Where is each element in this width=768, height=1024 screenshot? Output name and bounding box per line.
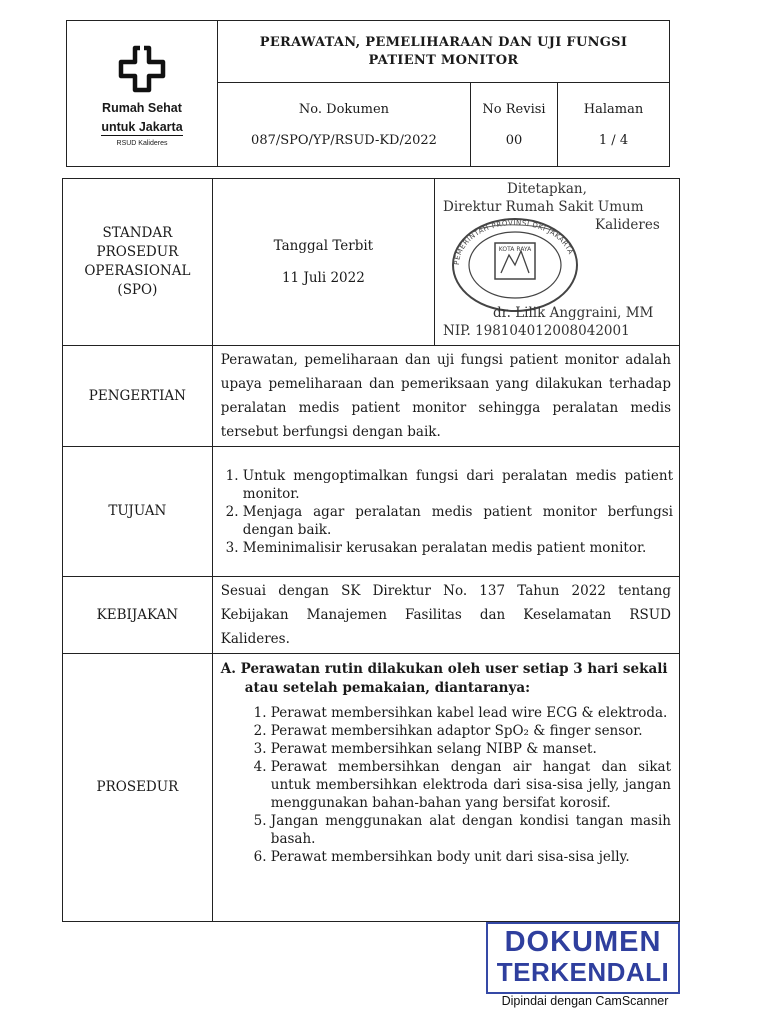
prosedur-cell [212,654,679,922]
doc-no-value: 087/SPO/YP/RSUD-KD/2022 [251,132,437,148]
stamp-line1: DOKUMEN [504,926,662,958]
issued-date-cell [212,179,434,346]
list-item: 1. Untuk mengoptimalkan fungsi dari peralatan medis patient monitor. [243,467,673,503]
tujuan-label: TUJUAN [63,447,213,577]
list-item: 3. Perawat membersihkan selang NIBP & manset. [271,740,671,758]
list-item: 3. Meminimalisir kerusakan peralatan medis patient monitor. [243,539,673,557]
spo-label-line: OPERASIONAL [84,263,191,279]
prosedur-label: PROSEDUR [63,654,213,922]
page-label: Halaman [583,101,644,117]
doc-number-cell [218,83,471,167]
spo-table [62,178,680,922]
revision-cell [471,83,558,167]
kebijakan-text: Sesuai dengan SK Direktur No. 137 Tahun 2022 tentang Kebijakan Manajemen Fasilitas dan Keselamatan RSUD Kalideres. [212,577,679,654]
spo-label-line: (SPO) [117,282,158,298]
list-item: 4. Perawat membersihkan dengan air hangat dan sikat untuk membersihkan elektroda dari sisa-sisa jelly, jangan menggunakan bahan-bahan yang bersifat korosif. [271,758,671,812]
org-name-line2: untuk Jakarta [101,119,183,134]
approval-line2: Direktur Rumah Sakit Umum [443,199,644,215]
controlled-document-stamp [486,922,680,994]
prosedur-list [221,704,671,866]
spo-label-line: PROSEDUR [96,244,179,260]
page-cell [558,83,670,167]
spo-label-line: STANDAR [102,225,173,241]
approval-cell [435,179,680,346]
seal-ring-text: PEMERINTAH PROVINSI DKI JAKARTA [452,218,575,266]
approval-line3: Kalideres [595,217,660,233]
doc-no-label: No. Dokumen [298,101,390,117]
approval-line1: Ditetapkan, [507,181,587,197]
pengertian-label: PENGERTIAN [63,346,213,447]
org-sub: RSUD Kalideres [116,139,168,147]
list-item: 2. Menjaga agar peralatan medis patient monitor berfungsi dengan baik. [243,503,673,539]
org-name-line1: Rumah Sehat [102,100,182,115]
official-seal-icon [449,215,581,315]
list-item: 1. Perawat membersihkan kabel lead wire ECG & elektroda. [271,704,671,722]
revision-value: 00 [505,132,523,148]
spo-label-cell [63,179,213,346]
signatory-nip: NIP. 198104012008042001 [443,323,630,339]
list-item: 5. Jangan menggunakan alat dengan kondisi tangan masih basah. [271,812,671,848]
tujuan-list [217,467,673,557]
hospital-logo-cell [67,21,218,167]
document-header [66,20,670,167]
revision-label: No Revisi [482,101,546,117]
list-item: 6. Perawat membersihkan body unit dari sisa-sisa jelly. [271,848,671,866]
list-item: 2. Perawat membersihkan adaptor SpO₂ & finger sensor. [271,722,671,740]
seal-center-text: KOTA RAYA [498,246,532,253]
pengertian-text: Perawatan, pemeliharaan dan uji fungsi patient monitor adalah upaya pemeliharaan dan pemeriksaan yang dilakukan terhadap peralatan medis patient monitor sehingga peralatan medis tersebut berfungsi dengan baik. [212,346,679,447]
title-cell [218,21,670,83]
cross-logo-icon [116,45,168,95]
stamp-line2: TERKENDALI [496,957,670,987]
tujuan-cell [212,447,679,577]
page-value: 1 / 4 [598,132,629,148]
doc-title-line2: PATIENT MONITOR [368,52,519,68]
prosedur-heading: A. Perawatan rutin dilakukan oleh user setiap 3 hari sekali atau setelah pemakaian, diantaranya: [220,661,668,696]
issued-label: Tanggal Terbit [273,238,374,254]
scanner-footer: Dipindai dengan CamScanner [501,994,669,1008]
doc-title-line1: PERAWATAN, PEMELIHARAAN DAN UJI FUNGSI [259,34,628,50]
issued-date: 11 Juli 2022 [281,270,365,286]
signatory-name: dr. Lilik Anggraini, MM [493,305,654,321]
kebijakan-label: KEBIJAKAN [63,577,213,654]
